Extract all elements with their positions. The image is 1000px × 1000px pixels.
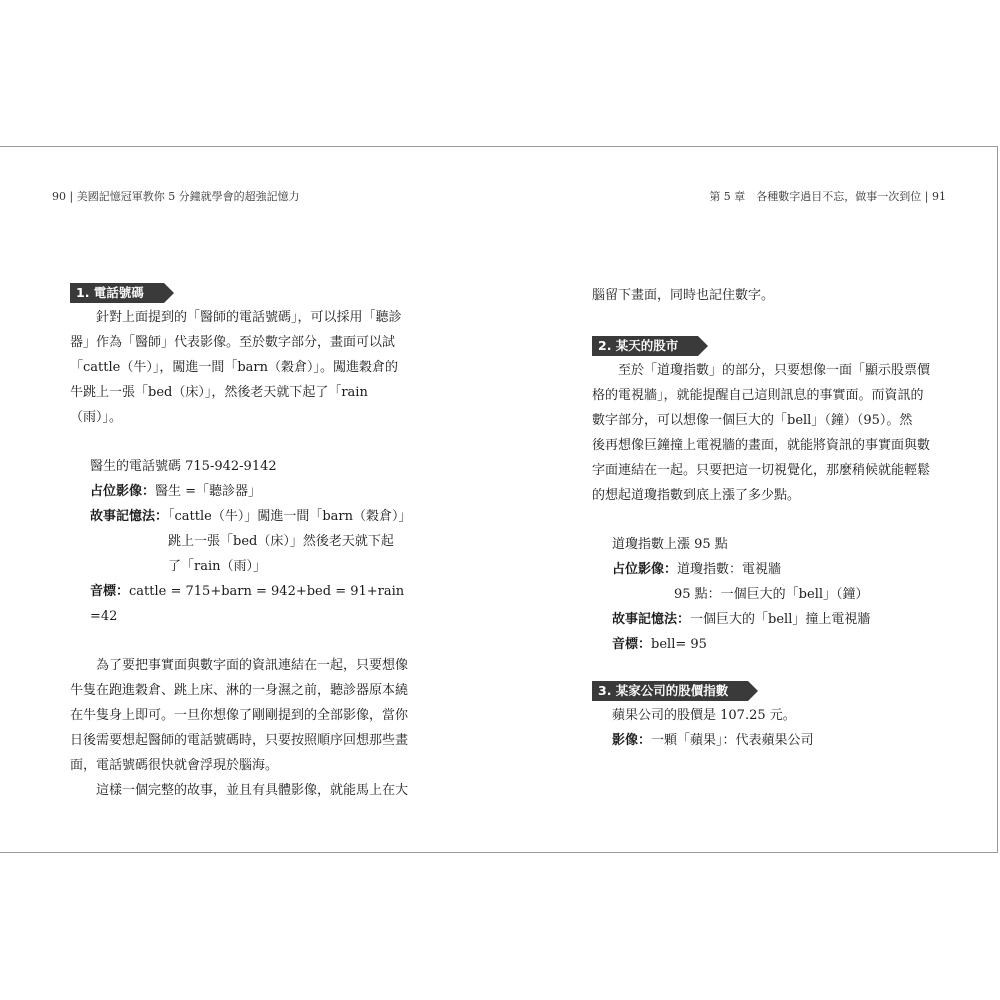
placeholder-value: 醫生 =「聽診器」 [155,484,262,499]
left-page-body [70,283,415,803]
placeholder-label: 占位影像： [90,484,156,499]
paragraph-line: 「cattle（牛）」，闖進一間「barn（穀倉）」。闖進穀倉的 [70,360,398,375]
phonetic-label: 音標： [90,584,130,599]
placeholder-value: 道瓊指數：電視牆 [677,562,782,577]
story-value: 「cattle（牛）」闖進一間「barn（穀倉）」 [168,509,412,524]
paragraph-line: 為了要把事實面與數字面的資訊連結在一起，只要想像 [96,658,409,673]
left-running-header: 90 | 美國記憶冠軍教你 5 分鐘就學會的超強記憶力 [52,190,300,203]
section-label-phone: 1. 電話號碼 [70,283,164,303]
paragraph-line: 器」作為「醫師」代表影像。至於數字部分，畫面可以試 [70,335,396,350]
paragraph-line: 至於「道瓊指數」的部分，只要想像一面「顯示股票價 [618,363,931,378]
section-label-share-price: 3. 某家公司的股價指數 [592,681,748,701]
paragraph-line: 腦留下畫面，同時也記住數字。 [592,288,775,303]
paragraph-line: 面，電話號碼很快就會浮現於腦海。 [70,758,279,773]
story-label: 故事記憶法： [90,509,169,524]
example-block [592,532,942,657]
right-running-header: 第 5 章 各種數字過目不忘，做事一次到位 | 91 [709,190,946,203]
paragraph-line: 針對上面提到的「醫師的電話號碼」，可以採用「聽診 [96,310,402,325]
paragraph-line: 在牛隻身上即可。一旦你想像了剛剛提到的全部影像，當你 [70,708,409,723]
story-value: 一個巨大的「bell」撞上電視牆 [690,612,871,627]
image-value: 一顆「蘋果」：代表蘋果公司 [651,733,814,748]
phonetic-label: 音標： [612,637,652,652]
paragraph-line: 牛跳上一張「bed（床）」，然後老天就下起了「rain（雨）」。 [70,385,368,425]
paragraph-line: 日後需要想起醫師的電話號碼時，只要按照順序回想那些畫 [70,733,409,748]
paragraph-line: 數字部分，可以想像一個巨大的「bell」（鐘）（95）。然 [592,413,913,428]
phonetic-value: bell= 95 [651,637,707,652]
phonetic-value: cattle = 715+barn = 942+bed = 91+rain =42 [90,584,405,624]
paragraph-line: 這樣一個完整的故事，並且有具體影像，就能馬上在大 [96,783,409,798]
paragraph-line: 牛隻在跑進穀倉、跳上床、淋的一身濕之前，聽診器原本繞 [70,683,409,698]
story-value: 了「rain（雨）」 [168,559,266,574]
apple-price-line: 蘋果公司的股價是 107.25 元。 [612,708,796,723]
placeholder-value: 95 點：一個巨大的「bell」（鐘） [674,587,869,602]
example-title: 醫生的電話號碼 715-942-9142 [90,459,277,474]
paragraph-line: 字面連結在一起。只要把這一切視覺化，那麼稍候就能輕鬆 [592,463,931,478]
right-page-body [592,283,942,753]
section-label-stock: 2. 某天的股市 [592,336,698,356]
example-block [70,454,415,629]
example-title: 道瓊指數上漲 95 點 [612,537,728,552]
paragraph-line: 後再想像巨鐘撞上電視牆的畫面，就能將資訊的事實面與數 [592,438,931,453]
paragraph-line: 的想起道瓊指數到底上漲了多少點。 [592,488,801,503]
story-value: 跳上一張「bed（床）」然後老天就下起 [168,534,394,549]
placeholder-label: 占位影像： [612,562,678,577]
paragraph-line: 格的電視牆」，就能提醒自己這則訊息的事實面。而資訊的 [592,388,924,403]
story-label: 故事記憶法： [612,612,691,627]
image-label: 影像： [612,733,652,748]
